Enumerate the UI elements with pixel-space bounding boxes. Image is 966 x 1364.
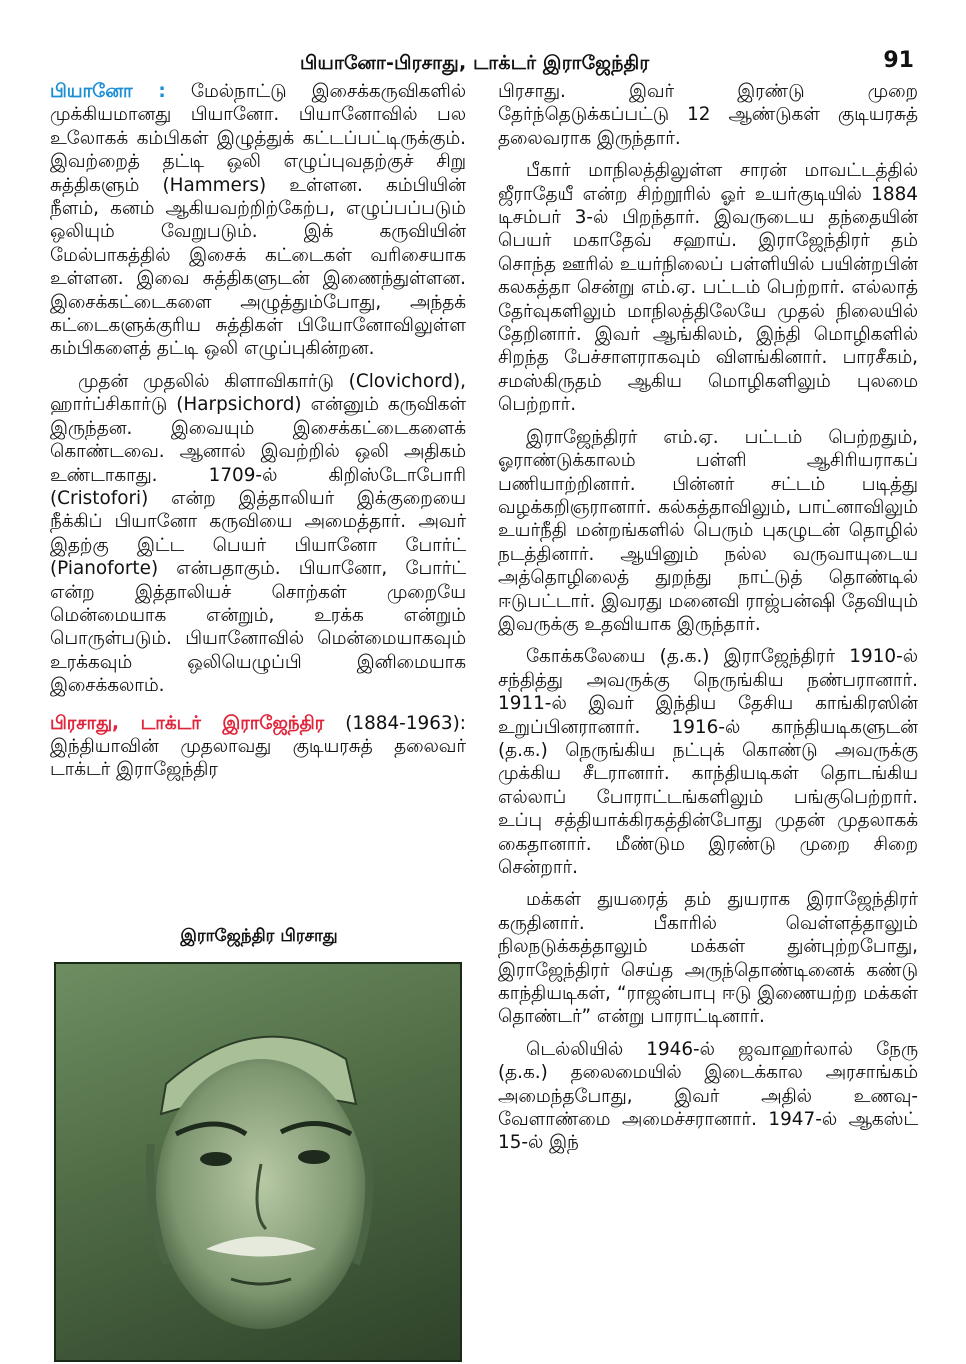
- piano-paragraph-2: முதன் முதலில் கிளாவிகார்டு (Clovichord), ஹார்ப்சிகார்டு (Harpsichord) என்னும் கருவிகள் இருந்தன. இவையும் இசைக்கட்டைகளைக் கொண்டவை. ஆனால் இவற்றில் ஒலி அதிகம் உண்டாகாது. 1709-ல் கிறிஸ்டோபோரி (Cristofori) என்ற இத்தாலியர் இக்குறையை நீக்கிப் பியானோ கருவியை அமைத்தார். அவர் இதற்கு இட்ட பெயர் பியானோ போர்ட் (Pianoforte) என்பதாகும். பியானோ, போர்ட் என்ற இத்தாலியச் சொற்கள் முறையே மென்மையாக என்றும், உரக்க என்றும் பொருள்படும். பியானோவில் மென்மையாகவும் உரக்கவும் ஒலியெழுப்பி இனிமையாக இசைக்கலாம்.: [50, 370, 466, 697]
- entry-piano-intro: [50, 80, 466, 361]
- headword-prasad: பிரசாது, டாக்டர் இராஜேந்திர: [50, 712, 325, 734]
- page-number: 91: [883, 48, 914, 73]
- photo-caption: இராஜேந்திர பிரசாது: [180, 926, 338, 946]
- portrait-illustration: [56, 964, 460, 1360]
- right-column: [498, 80, 918, 1164]
- running-head: பியானோ-பிரசாது, டாக்டர் இராஜேந்திர: [300, 52, 650, 74]
- prasad-paragraph-3: பீகார் மாநிலத்திலுள்ள சாரன் மாவட்டத்தில் ஜீராதேயீ என்ற சிற்றூரில் ஓர் உயர்குடியில் 1884 டிசம்பர் 3-ல் பிறந்தார். இவருடைய தந்தையின் பெயர் மகாதேவ் சஹாய். இராஜேந்திரர் தம் சொந்த ஊரில் உயர்நிலைப் பள்ளியில் பயின்றபின் கலகத்தா சென்று எம்.ஏ. பட்டம் பெற்றார். எல்லாத் தேர்வுகளிலும் மாநிலத்திலேயே முதல் நிலையில் தேறினார். இவர் ஆங்கிலம், இந்தி மொழிகளில் சிறந்த பேச்சாளராகவும் விளங்கினார். பாரசீகம், சமஸ்கிருதம் ஆகிய மொழிகளிலும் புலமை பெற்றார்.: [498, 160, 918, 416]
- left-column: [50, 80, 466, 791]
- prasad-paragraph-5: கோக்கலேயை (த.க.) இராஜேந்திரர் 1910-ல் சந்தித்து அவருக்கு நெருங்கிய நண்பரானார். 1911-ல் இவர் இந்திய தேசிய காங்கிரஸின் உறுப்பினரானார். 1916-ல் காந்தியடிகளுடன் (த.க.) நெருங்கிய நட்புக் கொண்டு அவருக்கு முக்கிய சீடரானார். காந்தியடிகள் தொடங்கிய எல்லாப் போராட்டங்களிலும் பங்குபெற்றார். உப்பு சத்தியாக்கிரகத்தின்போது முதன் முதலாகக் கைதானார். மீண்டும இரண்டு முறை சிறை சென்றார்.: [498, 646, 918, 878]
- portrait-photo: [54, 962, 462, 1362]
- entry-prasad-intro: [50, 712, 466, 782]
- page-header: [0, 48, 966, 82]
- prasad-paragraph-2: பிரசாது. இவர் இரண்டு முறை தேர்ந்தெடுக்கப்பட்டு 12 ஆண்டுகள் குடியரசுத் தலைவராக இருந்தார்.: [498, 81, 918, 149]
- prasad-paragraph-1: (1884-1963): இந்தியாவின் முதலாவது குடியரசுத் தலைவர் டாக்டர் இராஜேந்திர: [50, 712, 466, 781]
- piano-paragraph-1: மேல்நாட்டு இசைக்கருவிகளில் முக்கியமானது பியானோ. பியானோவில் பல உலோகக் கம்பிகள் இழுத்துக் கட்டப்பட்டிருக்கும். இவற்றைத் தட்டி ஒலி எழுப்புவதற்குச் சிறு சுத்திகளும் (Hammers) உள்ளன. கம்பியின் நீளம், கனம் ஆகியவற்றிற்கேற்ப, எழுப்பப்படும் ஒலியும் வேறுபடும். இக் கருவியின் மேல்பாகத்தில் இசைக் கட்டைகள் வரிசையாக உள்ளன. இவை சுத்திகளுடன் இணைந்துள்ளன. இசைக்கட்டைகளை அழுத்தும்போது, அந்தக் கட்டைகளுக்குரிய சுத்திகள் பியோனோவிலுள்ள கம்பிகளைத் தட்டி ஒலி எழுப்புகின்றன.: [50, 81, 466, 360]
- prasad-paragraph-7: டெல்லியில் 1946-ல் ஜவாஹர்லால் நேரு (த.க.) தலைமையில் இடைக்கால அரசாங்கம் அமைந்தபோது, இவர் அதில் உணவு-வேளாண்மை அமைச்சரானார். 1947-ல் ஆகஸ்ட் 15-ல் இந்: [498, 1038, 918, 1154]
- headword-piano: பியானோ :: [50, 81, 166, 102]
- prasad-paragraph-4: இராஜேந்திரர் எம்.ஏ. பட்டம் பெற்றதும், ஓராண்டுக்காலம் பள்ளி ஆசிரியராகப் பணியாற்றினார். பின்னர் சட்டம் படித்து வழக்கறிஞரானார். கல்கத்தாவிலும், பாட்னாவிலும் உயர்நீதி மன்றங்களில் பெரும் புகழுடன் தொழில் நடத்தினார். ஆயினும் நல்ல வருவாயுடைய அத்தொழிலைத் துறந்து நாட்டுத் தொண்டில் ஈடுபட்டார். இவரது மனைவி ராஜ்பன்ஷி தேவியும் இவருக்கு உதவியாக இருந்தார்.: [498, 426, 918, 635]
- prasad-paragraph-6: மக்கள் துயரைத் தம் துயராக இராஜேந்திரர் கருதினார். பீகாரில் வெள்ளத்தாலும் நிலநடுக்கத்தாலும் மக்கள் துன்புற்றபோது, இராஜேந்திரர் செய்த அருந்தொண்டினைக் கண்டு காந்தியடிகள், “ராஜன்பாபு ஈடு இணையற்ற மக்கள் தொண்டர்” என்று பாராட்டினார்.: [498, 889, 918, 1028]
